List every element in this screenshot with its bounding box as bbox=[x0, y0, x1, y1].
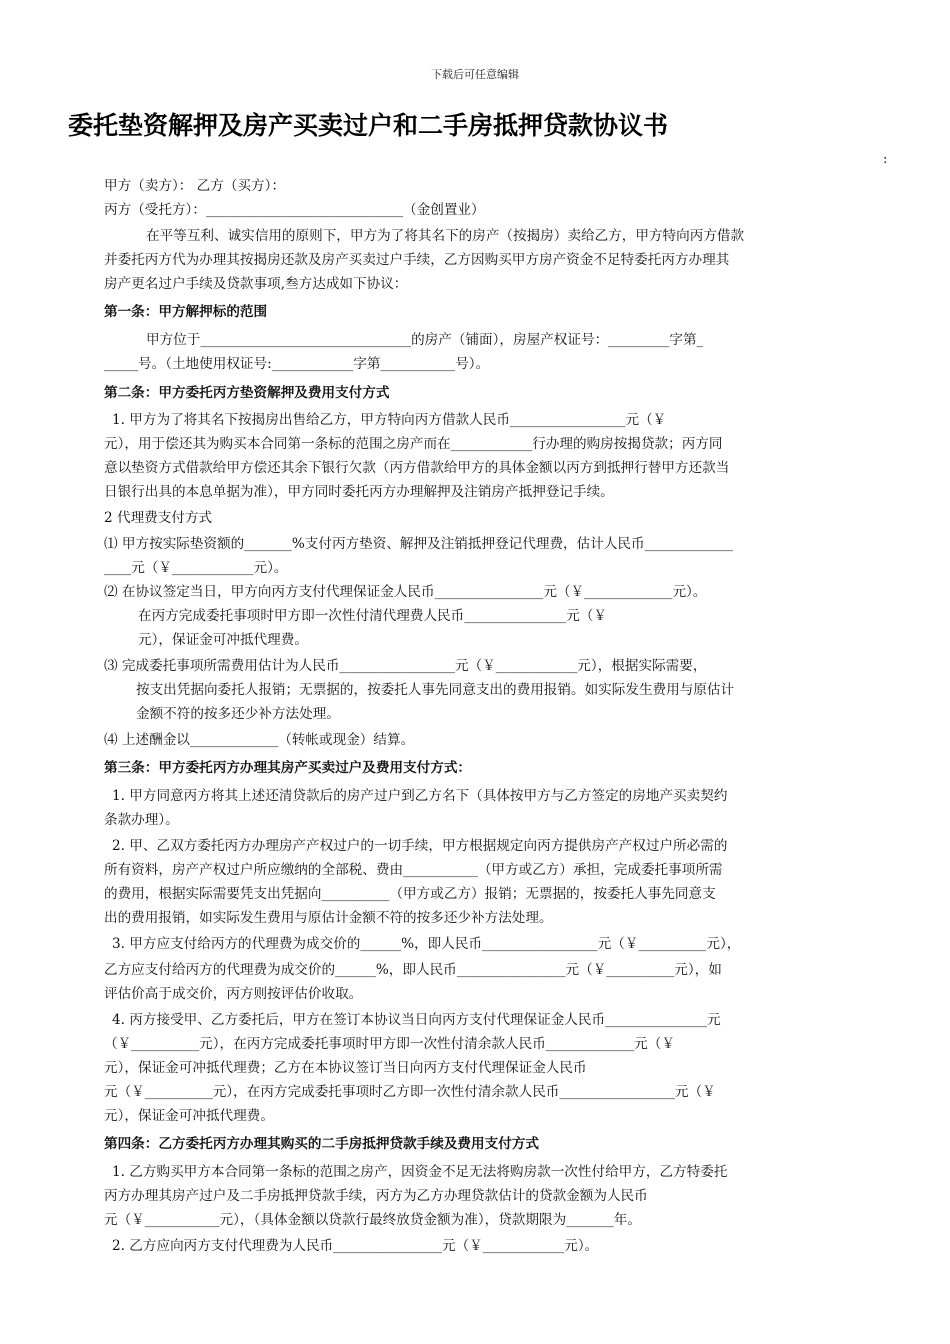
article-line: 3. 甲方应支付给丙方的代理费为成交价的______%，即人民币_________________元（￥__________元）， bbox=[112, 936, 741, 952]
article-line: 条款办理）。 bbox=[104, 812, 179, 828]
article-line: 2. 乙方应向丙方支付代理费为人民币________________元（￥____________元）。 bbox=[112, 1238, 599, 1254]
article-line: ⑴ 甲方按实际垫资额的_______%支付丙方垫资、解押及注销抵押登记代理费，估计人民币_____________ bbox=[104, 536, 733, 552]
article-line: 按支出凭据向委托人报销；无票据的，按委托人事先同意支出的费用报销。如实际发生费用与原估计 bbox=[136, 682, 735, 698]
article-line: 评估价高于成交价，丙方则按评估价收取。 bbox=[104, 986, 363, 1002]
corner-mark: : bbox=[883, 152, 888, 167]
article-line: 元（￥__________元），在丙方完成委托事项时乙方即一次性付清余款人民币_________________元（￥ bbox=[104, 1084, 716, 1100]
article-line: _____号。（土地使用权证号:____________字第___________号）。 bbox=[104, 356, 490, 372]
article-line: 4. 丙方接受甲、乙方委托后，甲方在签订本协议当日向丙方支付代理保证金人民币_______________元 bbox=[112, 1012, 721, 1028]
preamble-line: 并委托丙方代为办理其按揭房还款及房产买卖过户手续，乙方因购买甲方房产资金不足特委托丙方办理其 bbox=[104, 252, 730, 268]
article-3-heading: 第三条：甲方委托丙方办理其房产买卖过户及费用支付方式： bbox=[104, 760, 472, 776]
article-4-heading: 第四条：乙方委托丙方办理其购买的二手房抵押贷款手续及费用支付方式 bbox=[104, 1136, 539, 1152]
article-line: ⑵ 在协议签定当日，甲方向丙方支付代理保证金人民币________________元（￥_____________元）。 bbox=[104, 584, 707, 600]
article-line: 元），保证金可冲抵代理费。 bbox=[138, 632, 308, 648]
article-line: 意以垫资方式借款给甲方偿还其余下银行欠款（丙方借款给甲方的具体金额以丙方到抵押行替甲方还款当 bbox=[104, 460, 730, 476]
article-line: ____元（￥____________元）。 bbox=[104, 560, 288, 576]
article-line: 1. 乙方购买甲方本合同第一条标的范围之房产，因资金不足无法将购房款一次性付给甲方，乙方特委托 bbox=[112, 1164, 728, 1180]
article-line: 丙方办理其房产过户及二手房抵押贷款手续，丙方为乙方办理贷款估计的贷款金额为人民币 bbox=[104, 1188, 648, 1204]
article-line: 元），保证金可冲抵代理费；乙方在本协议签订当日向丙方支付代理保证金人民币 bbox=[104, 1060, 587, 1076]
article-line: 2. 甲、乙双方委托丙方办理房产产权过户的一切手续，甲方根据规定向丙方提供房产产权过户所必需的 bbox=[112, 838, 728, 854]
article-line: 1. 甲方为了将其名下按揭房出售给乙方，甲方特向丙方借款人民币_________________元（￥ bbox=[112, 412, 667, 428]
article-line: 所有资料，房产产权过户所应缴纳的全部税、费由___________（甲方或乙方）承担，完成委托事项所需 bbox=[104, 862, 723, 878]
document-title: 委托垫资解押及房产买卖过户和二手房抵押贷款协议书 bbox=[68, 111, 669, 140]
article-line: 1. 甲方同意丙方将其上述还清贷款后的房产过户到乙方名下（具体按甲方与乙方签定的房地产买卖契约 bbox=[112, 788, 728, 804]
article-line: 元），保证金可冲抵代理费。 bbox=[104, 1108, 274, 1124]
article-line: ⑷ 上述酬金以_____________（转帐或现金）结算。 bbox=[104, 732, 415, 748]
agent-line: 丙方（受托方）：_____________________________（金创置业） bbox=[104, 202, 485, 218]
article-line: 的费用，根据实际需要凭支出凭据向__________（甲方或乙方）报销；无票据的，按委托人事先同意支 bbox=[104, 886, 716, 902]
article-line: 甲方位于_______________________________的房产（铺面），房屋产权证号：_________字第_ bbox=[146, 332, 704, 348]
article-line: 在丙方完成委托事项时甲方即一次性付清代理费人民币_______________元（￥ bbox=[138, 608, 607, 624]
parties-line: 甲方（卖方）： 乙方（买方）： bbox=[104, 178, 286, 194]
article-line: ⑶ 完成委托事项所需费用估计为人民币_________________元（￥____________元），根据实际需要， bbox=[104, 658, 707, 674]
article-line: 乙方应支付给丙方的代理费为成交价的______%，即人民币________________元（￥__________元），如 bbox=[104, 962, 722, 978]
preamble-line: 房产更名过户手续及贷款事项,叁方达成如下协议： bbox=[104, 276, 408, 292]
article-1-heading: 第一条：甲方解押标的范围 bbox=[104, 304, 268, 320]
article-line: 2 代理费支付方式 bbox=[104, 510, 213, 526]
header-note: 下载后可任意编辑 bbox=[431, 68, 519, 81]
article-line: （￥__________元），在丙方完成委托事项时甲方即一次性付清余款人民币_____________元（￥ bbox=[104, 1036, 675, 1052]
article-line: 日银行出具的本息单据为准），甲方同时委托丙方办理解押及注销房产抵押登记手续。 bbox=[104, 484, 614, 500]
preamble-line: 在平等互利、诚实信用的原则下，甲方为了将其名下的房产（按揭房）卖给乙方，甲方特向丙方借款 bbox=[146, 228, 745, 244]
article-line: 出的费用报销，如实际发生费用与原估计金额不符的按多还少补方法处理。 bbox=[104, 910, 553, 926]
article-2-heading: 第二条：甲方委托丙方垫资解押及费用支付方式 bbox=[104, 385, 390, 401]
article-line: 元），用于偿还其为购买本合同第一条标的范围之房产而在____________行办理的购房按揭贷款；丙方同 bbox=[104, 436, 723, 452]
article-line: 金额不符的按多还少补方法处理。 bbox=[136, 706, 340, 722]
article-line: 元（￥___________元），（具体金额以贷款行最终放贷金额为准），贷款期限为_______年。 bbox=[104, 1212, 641, 1228]
